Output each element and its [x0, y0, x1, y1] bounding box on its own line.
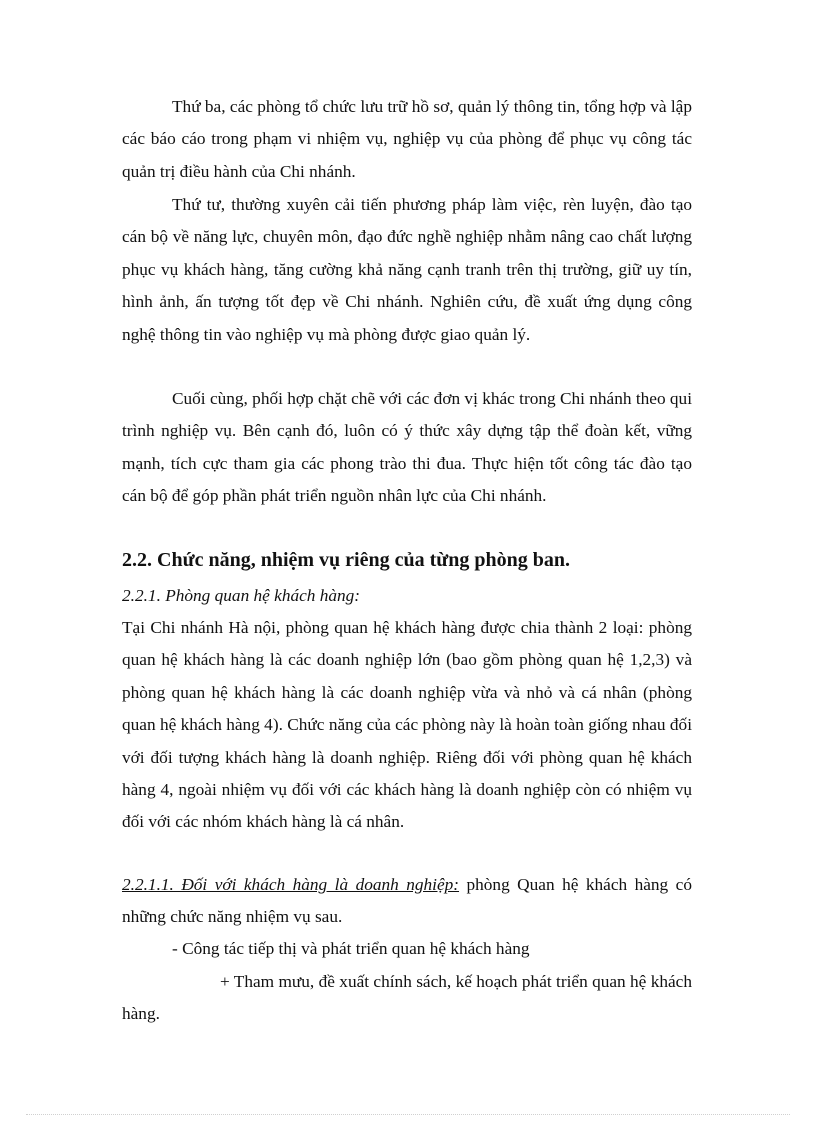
plus-item: + Tham mưu, đề xuất chính sách, kế hoạch phát triển quan hệ khách hàng.: [122, 972, 692, 1024]
paragraph-third: Thứ ba, các phòng tổ chức lưu trữ hồ sơ, quản lý thông tin, tổng hợp và lập các báo cáo trong phạm vi nhiệm vụ, nghiệp vụ của phòng để phục vụ công tác quản trị điều hành của Chi nhánh.: [122, 97, 692, 181]
bullet-item: - Công tác tiếp thị và phát triển quan hệ khách hàng: [172, 939, 530, 958]
subsection-heading: 2.2.1. Phòng quan hệ khách hàng:: [122, 586, 361, 605]
section-heading: 2.2. Chức năng, nhiệm vụ riêng của từng phòng ban.: [122, 549, 570, 571]
paragraph-finally: Cuối cùng, phối hợp chặt chẽ với các đơn vị khác trong Chi nhánh theo qui trình nghiệp vụ. Bên cạnh đó, luôn có ý thức xây dựng tập thể đoàn kết, vững mạnh, tích cực tham gia các phong trào thi đua. Thực hiện tốt công tác đào tạo cán bộ để góp phần phát triển nguồn nhân lực của Chi nhánh.: [122, 389, 692, 506]
subsection-label: 2.2.1.1. Đối với khách hàng là doanh nghiệp:: [122, 875, 460, 894]
paragraph-fourth: Thứ tư, thường xuyên cải tiến phương pháp làm việc, rèn luyện, đào tạo cán bộ về năng lực, chuyên môn, đạo đức nghề nghiệp nhằm nâng cao chất lượng phục vụ khách hàng, tăng cường khả năng cạnh tranh trên thị trường, giữ uy tín, hình ảnh, ấn tượng tốt đẹp về Chi nhánh. Nghiên cứu, đề xuất ứng dụng công nghệ thông tin vào nghiệp vụ mà phòng được giao quản lý.: [122, 195, 692, 344]
subsection-paragraph: [122, 869, 692, 934]
section-body: Tại Chi nhánh Hà nội, phòng quan hệ khách hàng được chia thành 2 loại: phòng quan hệ khách hàng là các doanh nghiệp lớn (bao gồm phòng quan hệ 1,2,3) và phòng quan hệ khách hàng là các doanh nghiệp vừa và nhỏ và cá nhân (phòng quan hệ khách hàng 4). Chức năng của các phòng này là hoàn toàn giống nhau đối với đối tượng khách hàng là doanh nghiệp. Riêng đối với phòng quan hệ khách hàng 4, ngoài nhiệm vụ đối với các khách hàng là doanh nghiệp còn có nhiệm vụ đối với các nhóm khách hàng là cá nhân.: [122, 618, 692, 832]
subsection-text: phòng Quan hệ khách hàng có những chức năng nhiệm vụ sau.: [122, 875, 692, 927]
page-footer-divider: [26, 1114, 790, 1115]
